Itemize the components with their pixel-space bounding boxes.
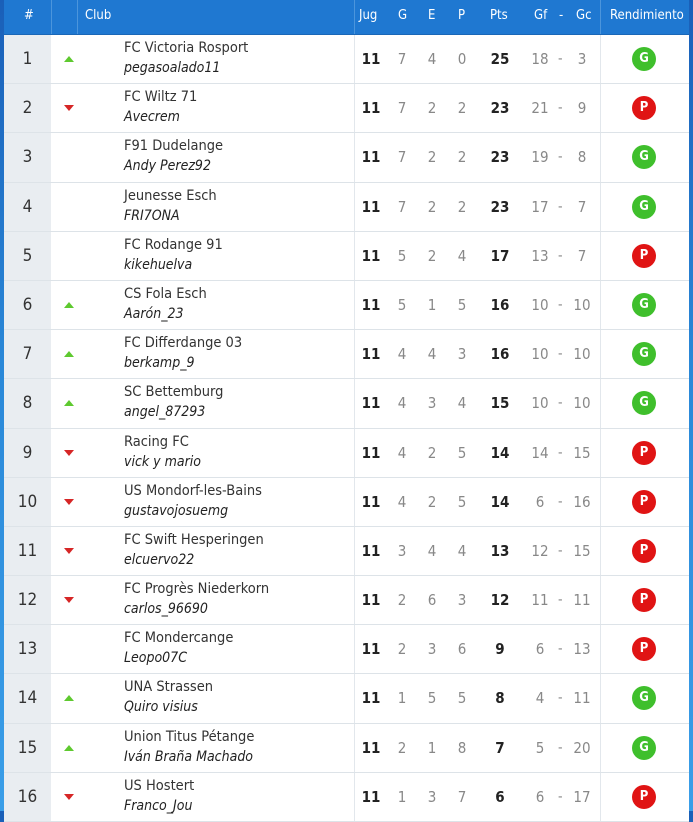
score-dash: - [558, 690, 563, 707]
drawn-cell: 3 [427, 787, 437, 806]
column-divider [354, 35, 355, 83]
lost-cell: 4 [457, 394, 467, 413]
header-performance: Rendimiento [610, 8, 684, 23]
won-cell: 4 [397, 394, 407, 413]
score-dash: - [558, 198, 563, 215]
score-dash: - [558, 51, 563, 67]
performance-badge: P [632, 96, 656, 120]
played-cell: 11 [361, 197, 381, 216]
table-row[interactable] [4, 773, 689, 822]
column-divider [600, 183, 601, 231]
points-cell: 23 [490, 148, 510, 167]
table-header [4, 0, 689, 35]
lost-cell: 5 [457, 492, 467, 511]
drawn-cell: 6 [427, 591, 437, 610]
team-name[interactable]: FC Progrès Niederkorn [124, 581, 270, 598]
score-dash: - [558, 395, 563, 412]
trend-down-icon [62, 793, 76, 801]
header-played[interactable]: Jug [359, 8, 378, 23]
column-divider [354, 133, 355, 181]
column-divider [354, 724, 355, 772]
column-divider [600, 133, 601, 181]
position-cell: 3 [4, 133, 51, 181]
table-row[interactable] [4, 379, 689, 428]
lost-cell: 2 [457, 197, 467, 216]
goals-for-cell: 13 [531, 246, 549, 265]
goals-for-cell: 10 [531, 345, 549, 364]
goals-against-cell: 10 [573, 394, 591, 413]
header-divider [51, 0, 52, 34]
lost-cell: 8 [457, 738, 467, 757]
points-cell: 14 [490, 492, 510, 511]
points-cell: 8 [495, 689, 505, 708]
performance-badge: G [632, 391, 656, 415]
goals-against-cell: 9 [577, 99, 587, 118]
trend-up-icon [62, 694, 76, 702]
position-cell: 9 [4, 429, 51, 477]
performance-badge: G [632, 342, 656, 366]
header-won[interactable]: G [398, 8, 408, 23]
played-cell: 11 [361, 295, 381, 314]
goals-against-cell: 16 [573, 492, 591, 511]
goals-against-cell: 20 [573, 738, 591, 757]
goals-against-cell: 10 [573, 345, 591, 364]
goals-for-cell: 18 [531, 50, 549, 68]
header-lost[interactable]: P [458, 8, 466, 23]
drawn-cell: 4 [427, 50, 437, 68]
table-row[interactable] [4, 625, 689, 674]
header-position: # [24, 8, 34, 23]
column-divider [354, 576, 355, 624]
played-cell: 11 [361, 591, 381, 610]
goals-for-cell: 19 [531, 148, 549, 167]
coach-name[interactable]: FRI7ONA [124, 207, 180, 224]
goals-for-cell: 6 [535, 787, 545, 806]
goals-for-cell: 17 [531, 197, 549, 216]
trend-up-icon [62, 55, 76, 63]
drawn-cell: 2 [427, 148, 437, 167]
header-points[interactable]: Pts [490, 8, 508, 23]
goals-for-cell: 10 [531, 295, 549, 314]
drawn-cell: 2 [427, 246, 437, 265]
drawn-cell: 2 [427, 492, 437, 511]
goals-for-cell: 10 [531, 394, 549, 413]
performance-badge: G [632, 195, 656, 219]
position-cell: 15 [4, 724, 51, 772]
goals-for-cell: 4 [535, 689, 545, 708]
header-club[interactable]: Club [85, 8, 112, 23]
goals-for-cell: 12 [531, 541, 549, 560]
played-cell: 11 [361, 345, 381, 364]
performance-badge: P [632, 244, 656, 268]
performance-badge: G [632, 736, 656, 760]
team-name[interactable]: F91 Dudelange [124, 138, 224, 155]
lost-cell: 3 [457, 345, 467, 364]
goals-for-cell: 21 [531, 99, 549, 118]
won-cell: 2 [397, 640, 407, 659]
coach-name[interactable]: elcuervo22 [124, 551, 195, 568]
played-cell: 11 [361, 689, 381, 708]
goals-against-cell: 15 [573, 443, 591, 462]
trend-up-icon [62, 301, 76, 309]
won-cell: 2 [397, 738, 407, 757]
position-cell: 13 [4, 625, 51, 673]
performance-badge: P [632, 490, 656, 514]
header-divider [77, 0, 78, 34]
drawn-cell: 2 [427, 197, 437, 216]
coach-name[interactable]: carlos_96690 [124, 601, 208, 618]
column-divider [354, 281, 355, 329]
column-divider [354, 625, 355, 673]
trend-up-icon [62, 350, 76, 358]
goals-for-cell: 6 [535, 640, 545, 659]
column-divider [600, 84, 601, 132]
drawn-cell: 3 [427, 394, 437, 413]
won-cell: 7 [397, 148, 407, 167]
goals-for-cell: 11 [531, 591, 549, 610]
position-cell: 8 [4, 379, 51, 427]
performance-badge: P [632, 785, 656, 809]
points-cell: 23 [490, 197, 510, 216]
won-cell: 4 [397, 492, 407, 511]
team-name[interactable]: SC Bettemburg [124, 384, 224, 401]
column-divider [354, 478, 355, 526]
position-cell: 1 [4, 35, 51, 83]
table-row[interactable] [4, 35, 689, 84]
standings-table [4, 0, 689, 822]
performance-badge: G [632, 47, 656, 71]
won-cell: 4 [397, 443, 407, 462]
coach-name[interactable]: pegasoalado11 [124, 60, 221, 76]
position-cell: 10 [4, 478, 51, 526]
won-cell: 7 [397, 197, 407, 216]
coach-name[interactable]: gustavojosuemg [124, 502, 229, 519]
points-cell: 15 [490, 394, 510, 413]
column-divider [354, 773, 355, 821]
goals-for-cell: 5 [535, 738, 545, 757]
column-divider [354, 232, 355, 280]
table-row[interactable] [4, 84, 689, 133]
played-cell: 11 [361, 99, 381, 118]
column-divider [354, 674, 355, 722]
column-divider [354, 330, 355, 378]
points-cell: 6 [495, 787, 505, 806]
score-dash: - [558, 296, 563, 313]
lost-cell: 4 [457, 246, 467, 265]
team-name[interactable]: UNA Strassen [124, 679, 214, 696]
played-cell: 11 [361, 640, 381, 659]
won-cell: 4 [397, 345, 407, 364]
points-cell: 13 [490, 541, 510, 560]
column-divider [600, 379, 601, 427]
points-cell: 17 [490, 246, 510, 265]
column-divider [600, 576, 601, 624]
performance-badge: P [632, 539, 656, 563]
team-name[interactable]: FC Mondercange [124, 630, 234, 647]
position-cell: 4 [4, 183, 51, 231]
team-name[interactable]: FC Differdange 03 [124, 335, 243, 352]
score-dash: - [558, 788, 563, 805]
trend-down-icon [62, 547, 76, 555]
team-name[interactable]: Union Titus Pétange [124, 728, 255, 745]
played-cell: 11 [361, 443, 381, 462]
played-cell: 11 [361, 492, 381, 511]
position-cell: 14 [4, 674, 51, 722]
header-goals-for[interactable]: Gf [534, 8, 548, 23]
team-name[interactable]: FC Rodange 91 [124, 236, 223, 253]
trend-down-icon [62, 104, 76, 112]
header-drawn[interactable]: E [428, 8, 436, 23]
team-name[interactable]: Racing FC [124, 433, 189, 450]
goals-against-cell: 11 [573, 591, 591, 610]
points-cell: 25 [490, 50, 510, 68]
team-name[interactable]: US Hostert [124, 777, 195, 794]
goals-against-cell: 10 [573, 295, 591, 314]
performance-badge: P [632, 441, 656, 465]
drawn-cell: 5 [427, 689, 437, 708]
lost-cell: 5 [457, 295, 467, 314]
won-cell: 7 [397, 50, 407, 68]
column-divider [600, 478, 601, 526]
team-name[interactable]: Jeunesse Esch [124, 187, 217, 204]
drawn-cell: 1 [427, 295, 437, 314]
column-divider [354, 84, 355, 132]
lost-cell: 6 [457, 640, 467, 659]
played-cell: 11 [361, 541, 381, 560]
points-cell: 7 [495, 738, 505, 757]
coach-name[interactable]: Avecrem [124, 109, 180, 126]
column-divider [354, 379, 355, 427]
position-cell: 11 [4, 527, 51, 575]
coach-name[interactable]: Iván Braña Machado [124, 748, 254, 765]
goals-against-cell: 11 [573, 689, 591, 708]
column-divider [600, 625, 601, 673]
points-cell: 16 [490, 345, 510, 364]
lost-cell: 3 [457, 591, 467, 610]
goals-against-cell: 7 [577, 246, 587, 265]
won-cell: 5 [397, 295, 407, 314]
coach-name[interactable]: angel_87293 [124, 404, 206, 421]
played-cell: 11 [361, 148, 381, 167]
performance-badge: P [632, 588, 656, 612]
played-cell: 11 [361, 787, 381, 806]
performance-badge: G [632, 145, 656, 169]
table-row[interactable] [4, 674, 689, 723]
column-divider [600, 330, 601, 378]
lost-cell: 7 [457, 787, 467, 806]
won-cell: 7 [397, 99, 407, 118]
table-row[interactable] [4, 281, 689, 330]
won-cell: 2 [397, 591, 407, 610]
table-row[interactable] [4, 429, 689, 478]
score-dash: - [558, 346, 563, 363]
table-row[interactable] [4, 133, 689, 182]
points-cell: 12 [490, 591, 510, 610]
points-cell: 9 [495, 640, 505, 659]
position-cell: 16 [4, 773, 51, 821]
header-divider [354, 0, 355, 34]
coach-name[interactable]: Leopo07C [124, 650, 187, 667]
coach-name[interactable]: Franco_Jou [124, 797, 193, 814]
score-dash: - [558, 100, 563, 117]
coach-name[interactable]: Andy Perez92 [124, 158, 211, 175]
points-cell: 23 [490, 99, 510, 118]
goals-against-cell: 3 [577, 50, 587, 68]
column-divider [354, 429, 355, 477]
table-row[interactable] [4, 232, 689, 281]
trend-up-icon [62, 399, 76, 407]
lost-cell: 5 [457, 443, 467, 462]
points-cell: 14 [490, 443, 510, 462]
column-divider [600, 674, 601, 722]
coach-name[interactable]: berkamp_9 [124, 355, 195, 372]
table-row[interactable] [4, 576, 689, 625]
score-dash: - [558, 247, 563, 264]
played-cell: 11 [361, 738, 381, 757]
column-divider [600, 724, 601, 772]
goals-against-cell: 13 [573, 640, 591, 659]
score-dash: - [558, 493, 563, 510]
coach-name[interactable]: Quiro visius [124, 699, 198, 716]
won-cell: 3 [397, 541, 407, 560]
played-cell: 11 [361, 246, 381, 265]
performance-badge: P [632, 637, 656, 661]
drawn-cell: 2 [427, 99, 437, 118]
drawn-cell: 1 [427, 738, 437, 757]
team-name[interactable]: FC Swift Hesperingen [124, 531, 264, 548]
drawn-cell: 4 [427, 345, 437, 364]
score-dash: - [558, 592, 563, 609]
column-divider [600, 232, 601, 280]
trend-down-icon [62, 596, 76, 604]
table-row[interactable] [4, 724, 689, 773]
position-cell: 12 [4, 576, 51, 624]
performance-badge: G [632, 293, 656, 317]
trend-down-icon [62, 498, 76, 506]
score-dash: - [558, 641, 563, 658]
drawn-cell: 2 [427, 443, 437, 462]
lost-cell: 0 [457, 50, 467, 68]
header-divider [600, 0, 601, 34]
table-row[interactable] [4, 527, 689, 576]
lost-cell: 5 [457, 689, 467, 708]
column-divider [600, 773, 601, 821]
score-dash: - [558, 739, 563, 756]
lost-cell: 2 [457, 99, 467, 118]
played-cell: 11 [361, 394, 381, 413]
table-body [4, 35, 689, 822]
header-dash: - [559, 8, 564, 23]
played-cell: 11 [361, 50, 381, 68]
score-dash: - [558, 149, 563, 166]
trend-down-icon [62, 449, 76, 457]
column-divider [600, 429, 601, 477]
coach-name[interactable]: kikehuelva [124, 256, 193, 273]
position-cell: 6 [4, 281, 51, 329]
team-name[interactable]: US Mondorf-les-Bains [124, 482, 262, 499]
goals-against-cell: 7 [577, 197, 587, 216]
goals-for-cell: 6 [535, 492, 545, 511]
team-name[interactable]: FC Wiltz 71 [124, 89, 198, 106]
score-dash: - [558, 444, 563, 461]
score-dash: - [558, 542, 563, 559]
lost-cell: 2 [457, 148, 467, 167]
coach-name[interactable]: Aarón_23 [124, 305, 184, 322]
header-goals-against[interactable]: Gc [576, 8, 592, 23]
trend-up-icon [62, 744, 76, 752]
won-cell: 1 [397, 689, 407, 708]
table-row[interactable] [4, 183, 689, 232]
won-cell: 5 [397, 246, 407, 265]
column-divider [354, 527, 355, 575]
goals-for-cell: 14 [531, 443, 549, 462]
coach-name[interactable]: vick y mario [124, 453, 201, 470]
table-row[interactable] [4, 478, 689, 527]
position-cell: 2 [4, 84, 51, 132]
team-name[interactable]: FC Victoria Rosport [124, 40, 249, 56]
column-divider [600, 35, 601, 83]
goals-against-cell: 17 [573, 787, 591, 806]
performance-badge: G [632, 686, 656, 710]
drawn-cell: 3 [427, 640, 437, 659]
column-divider [354, 183, 355, 231]
points-cell: 16 [490, 295, 510, 314]
drawn-cell: 4 [427, 541, 437, 560]
team-name[interactable]: CS Fola Esch [124, 285, 207, 302]
goals-against-cell: 8 [577, 148, 587, 167]
won-cell: 1 [397, 787, 407, 806]
position-cell: 5 [4, 232, 51, 280]
position-cell: 7 [4, 330, 51, 378]
lost-cell: 4 [457, 541, 467, 560]
column-divider [600, 527, 601, 575]
column-divider [600, 281, 601, 329]
table-row[interactable] [4, 330, 689, 379]
goals-against-cell: 15 [573, 541, 591, 560]
